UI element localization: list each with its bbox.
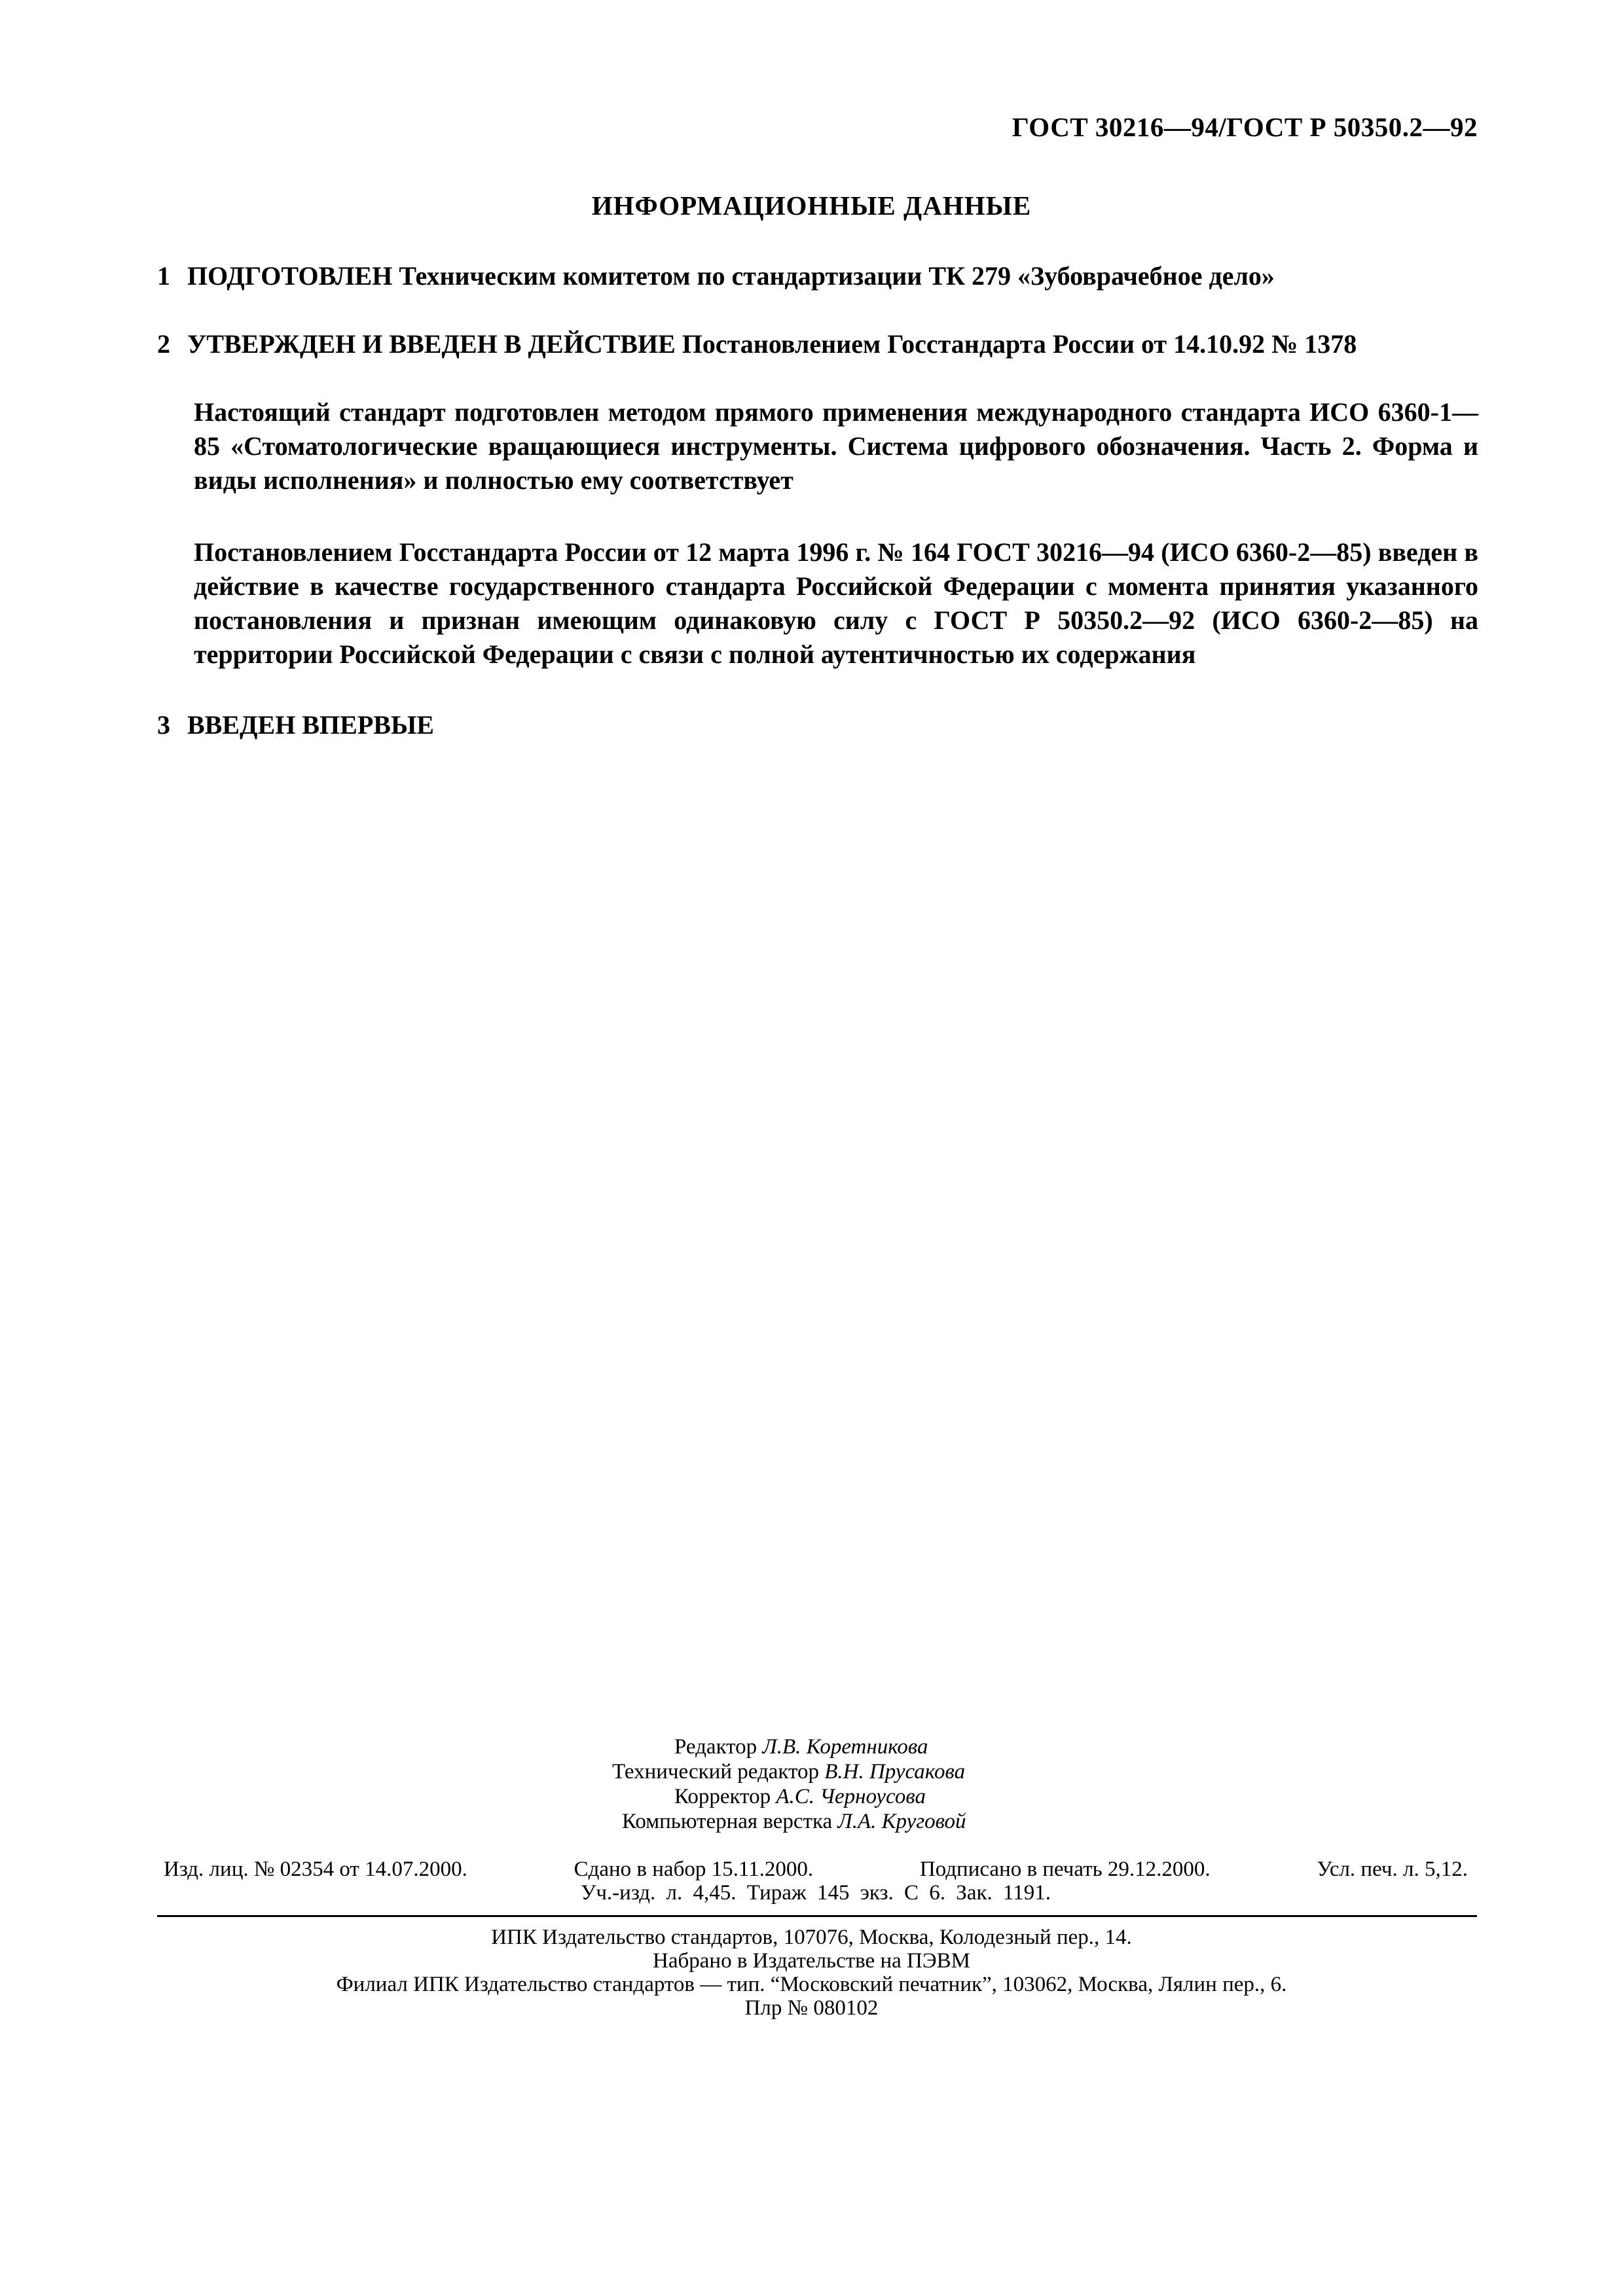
credit-proofreader — [674, 1784, 926, 1809]
credit-tech-editor — [612, 1759, 965, 1784]
credit-role: Компьютерная верстка — [622, 1810, 838, 1833]
print-sheets: Усл. печ. л. 5,12. — [1317, 1857, 1468, 1881]
credit-editor — [674, 1734, 928, 1759]
publication-row-2 — [164, 1881, 1468, 1905]
publisher-footer — [0, 1926, 1623, 2020]
credit-layout — [622, 1809, 966, 1834]
item-lead: ВВЕДЕН ВПЕРВЫЕ — [187, 710, 434, 740]
footer-line: Филиал ИПК Издательство стандартов — тип. “Московский печатник”, 103062, Москва, Лялин пер., 6. — [336, 1973, 1287, 1996]
footer-line: Набрано в Издательстве на ПЭВМ — [653, 1949, 970, 1973]
c-value: С 6. — [904, 1881, 946, 1905]
publication-info — [164, 1857, 1468, 1905]
credit-person: А.С. Черноусова — [776, 1785, 926, 1808]
footer-line: ИПК Издательство стандартов, 107076, Москва, Колодезный пер., 14. — [491, 1926, 1132, 1949]
credit-role: Технический редактор — [612, 1760, 825, 1784]
info-item-2 — [157, 327, 1480, 361]
publication-sheets: Уч.-изд. л. 4,45. — [580, 1881, 737, 1905]
section-title: ИНФОРМАЦИОННЫЕ ДАННЫЕ — [591, 190, 1032, 221]
document-code: ГОСТ 30216—94/ГОСТ Р 50350.2—92 — [1012, 112, 1478, 142]
credit-person: Л.В. Коретникова — [762, 1735, 928, 1759]
item-number: 2 — [157, 329, 170, 359]
paragraph-iso-basis: Настоящий стандарт подготовлен методом прямого применения международного стандарта ИСО 6360-1—85 «Стоматологические вращающиеся инструменты. Система цифрового обозначения. Часть 2. Форма и виды исполнения» и полностью ему соответствует — [194, 397, 1478, 495]
item-text: Постановлением Госстандарта России от 14.10.92 № 1378 — [675, 329, 1357, 359]
license-number: Изд. лиц. № 02354 от 14.07.2000. — [164, 1857, 467, 1881]
item-lead: ПОДГОТОВЛЕН — [187, 261, 393, 291]
circulation: Тираж 145 экз. — [746, 1881, 894, 1905]
credit-person: Л.А. Круговой — [837, 1810, 966, 1833]
credit-person: В.Н. Прусакова — [824, 1760, 966, 1784]
divider — [157, 1915, 1477, 1917]
order-number: Зак. 1191. — [956, 1881, 1051, 1905]
info-item-3 — [157, 708, 1480, 742]
item-number: 3 — [157, 710, 170, 740]
item-text: Техническим комитетом по стандартизации ТК 279 «Зубоврачебное дело» — [392, 261, 1275, 291]
item-lead: УТВЕРЖДЕН И ВВЕДЕН В ДЕЙСТВИЕ — [187, 329, 676, 359]
info-item-1 — [157, 259, 1480, 293]
footer-line: Плр № 080102 — [744, 1996, 879, 2020]
credit-role: Редактор — [674, 1735, 763, 1759]
signed-date: Подписано в печать 29.12.2000. — [919, 1857, 1211, 1881]
credit-role: Корректор — [674, 1785, 776, 1808]
publication-row-1 — [164, 1857, 1468, 1881]
typeset-date: Сдано в набор 15.11.2000. — [574, 1857, 814, 1881]
paragraph-resolution: Постановлением Госстандарта России от 12 марта 1996 г. № 164 ГОСТ 30216—94 (ИСО 6360-2—85) введен в действие в качестве государственного стандарта Российской Федерации с момента принятия указанного постановления и признан имеющим одинаковую силу с ГОСТ Р 50350.2—92 (ИСО 6360-2—85) на территории Российской Федерации с связи с полной аутентичностью их содержания — [194, 537, 1478, 669]
item-number: 1 — [157, 261, 170, 291]
